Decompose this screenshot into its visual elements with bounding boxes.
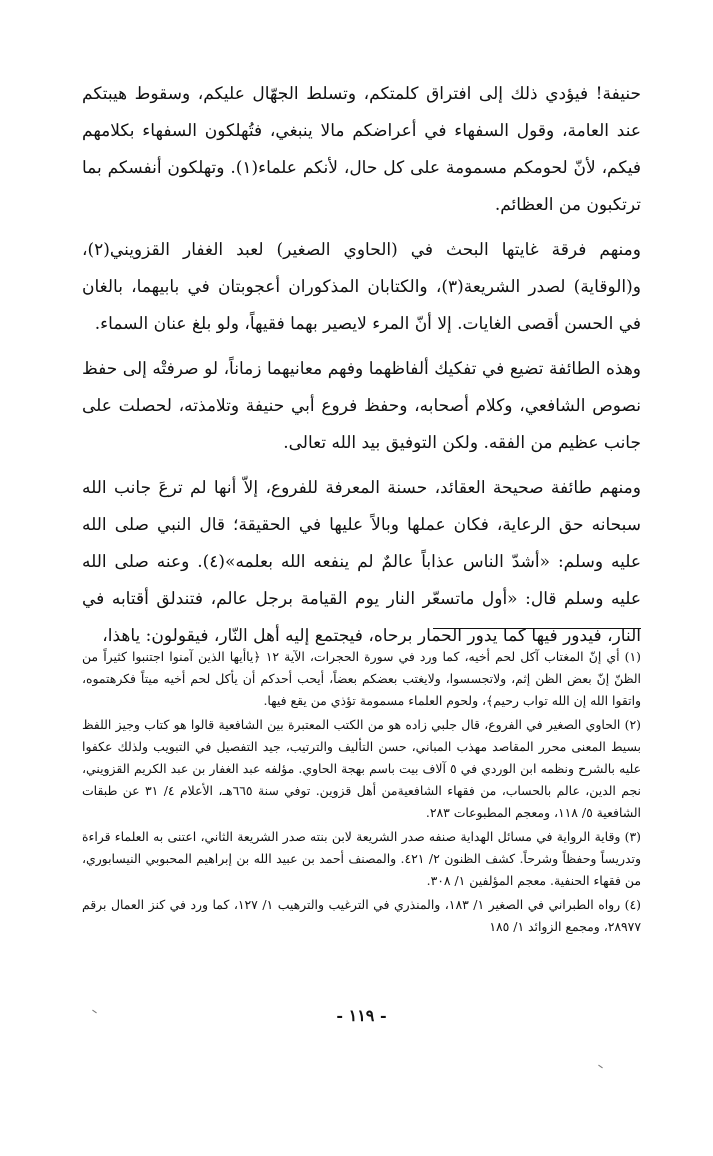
footnote-2: (٢) الحاوي الصغير في الفروع، قال جلبي زاده هو من الكتب المعتبرة بين الشافعية قالوا هو كتاب وجيز اللفظ بسيط المعنى محرر المقاصد مهذب المباني، حسن التأليف والترتيب، جيد التفصيل في التبويب ولذلك عكفوا عليه بالشرح ونظمه ابن الوردي في ٥ آلاف بيت باسم بهجة الحاوي. مؤلفه عبد الغفار بن عبد الكريم القزويني، نجم الدين، عالم بالحساب، من فقهاء الشافعيةمن أهل قزوين. توفي سنة ٦٦٥هـ، الأعلام ٤/ ٣١ عن طبقات الشافعية ٥/ ١١٨، ومعجم المطبوعات ٢٨٣. <box>82 717 641 820</box>
main-text <box>82 76 641 655</box>
page-number: - ١١٩ - <box>336 1006 387 1025</box>
paragraph-2: ومنهم فرقة غايتها البحث في (الحاوي الصغير) لعبد الغفار القزويني(٢)، و(الوقاية) لصدر الشريعة(٣)، والكتابان المذكوران أعجوبتان في بابيهما، بالغان في الحسن أقصى الغايات. إلا أنّ المرء لايصير بهما فقيهاً، ولو بلغ عنان السماء. <box>82 240 641 334</box>
footnote-divider <box>433 628 641 629</box>
footnote-1: (١) أي إنّ المغتاب آكل لحم أخيه، كما ورد في سورة الحجرات، الآية ١٢ ﴿ياأيها الذين آمنوا اجتنبوا كثيراً من الظنّ إنّ بعض الظن إثم، ولاتجسسوا، ولايغتب بعضكم بعضاً، أيحب أحدكم أن يأكل لحم أخيه ميتاً فكرهتموه، واتقوا الله إن الله تواب رحيم﴾، ولحوم العلماء مسمومة تؤذي من يقع فيها. <box>82 649 641 708</box>
footnotes <box>82 646 641 940</box>
paragraph-1: حنيفة! فيؤدي ذلك إلى افتراق كلمتكم، وتسلط الجهّال عليكم، وسقوط هيبتكم عند العامة، وقول السفهاء في أعراضكم مالا ينبغي، فتُهلكون السفهاء بكلامهم فيكم، لأنّ لحومكم مسمومة على كل حال، لأنكم علماء(١). وتهلكون أنفسكم بما ترتكبون من العظائم. <box>82 84 642 215</box>
paragraph-4: ومنهم طائفة صحيحة العقائد، حسنة المعرفة للفروع، إلاّ أنها لم ترعَ جانب الله سبحانه حق الرعاية، فكان عملها وبالاً عليها في الحقيقة؛ قال النبي صلى الله عليه وسلم: «أشدّ الناس عذاباً عالمٌ لم ينفعه الله بعلمه»(٤). وعنه صلى الله عليه وسلم قال: «أول ماتسعّر النار يوم القيامة برجل عالم، فتندلق أقتابه في النار، فيدور فيها كما يدور الحمار برحاه، فيجتمع إليه أهل النّار، فيقولون: ياهذا، <box>82 478 641 646</box>
footnote-4: (٤) رواه الطبراني في الصغير ١/ ١٨٣، والمنذري في الترغيب والترهيب ١/ ١٢٧، كما ورد في كنز العمال برقم ٢٨٩٧٧، ومجمع الزوائد ١/ ١٨٥ <box>82 897 641 934</box>
paragraph-3: وهذه الطائفة تضيع في تفكيك ألفاظهما وفهم معانيهما زماناً، لو صرفتْه إلى حفظ نصوص الشافعي، وكلام أصحابه، وحفظ فروع أبي حنيفة وتلامذته، لحصلت على جانب عظيم من الفقه. ولكن التوفيق بيد الله تعالى. <box>82 359 641 453</box>
book-page <box>82 76 641 1156</box>
footnote-3: (٣) وقاية الرواية في مسائل الهداية صنفه صدر الشريعة لابن بنته صدر الشريعة الثاني، اعتنى به العلماء قراءة وتدريساً وحفظاً وشرحاً. كشف الظنون ٢/ ٤٢١. والمصنف أحمد بن عبيد الله بن إبراهيم المحبوبي النيسابوري، من فقهاء الحنفية. معجم المؤلفين ١/ ٣٠٨. <box>82 829 641 888</box>
